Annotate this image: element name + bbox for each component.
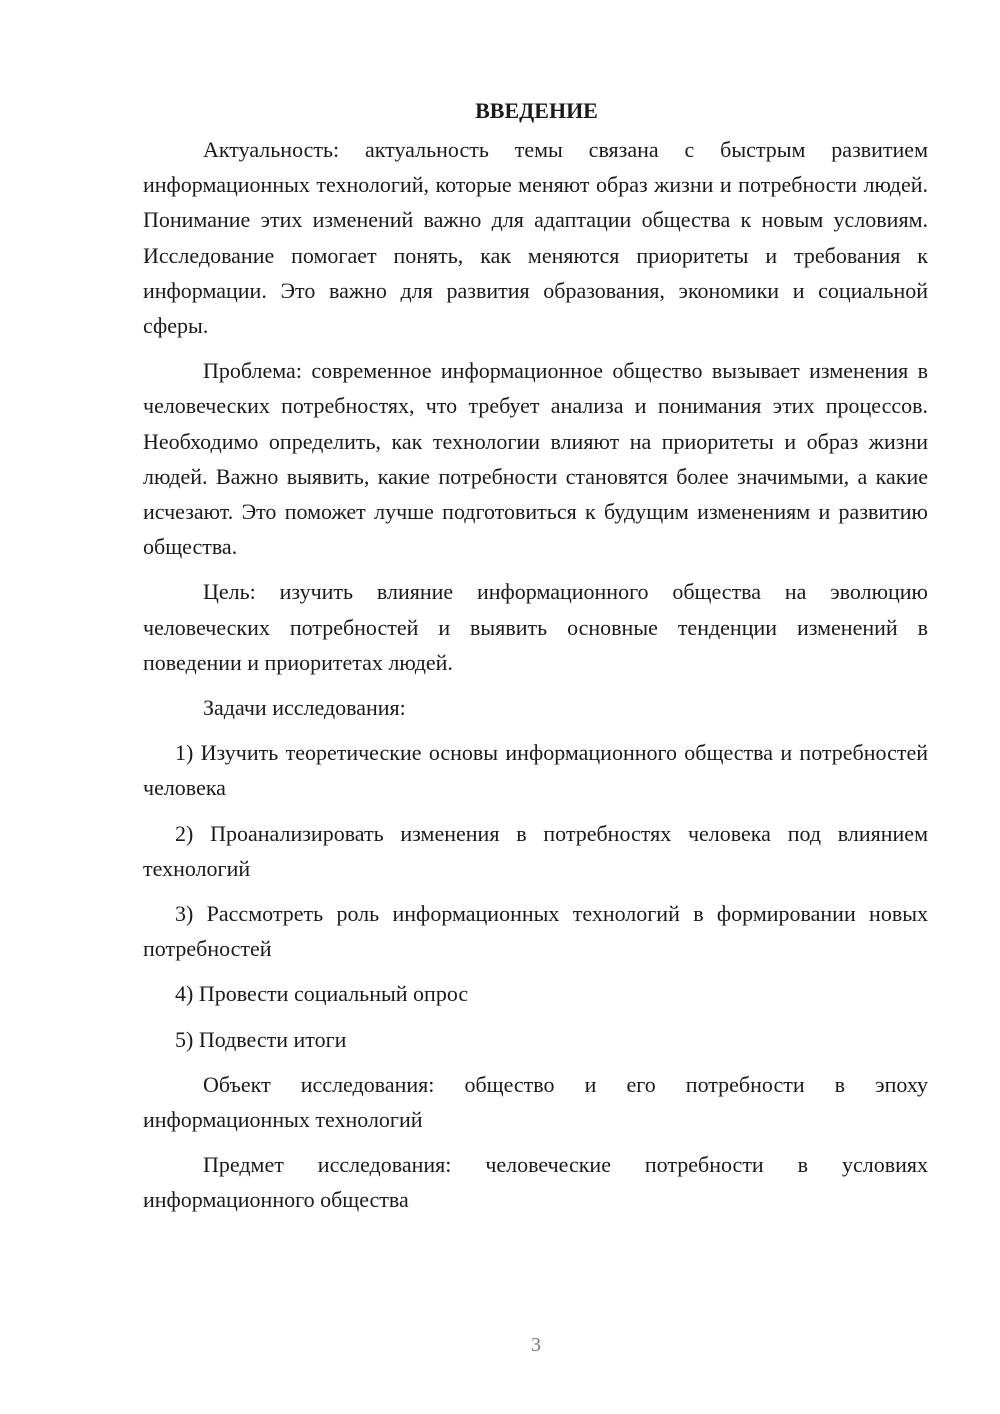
document-page	[143, 96, 928, 1228]
paragraph-problem: Проблема: современное информационное общество вызывает изменения в человеческих потребностях, что требует анализа и понимания этих процессов. Необходимо определить, как технологии влияют на приоритеты и образ жизни людей. Важно выявить, какие потребности становятся более значимыми, а какие исчезают. Это поможет лучше подготовиться к будущим изменениям и развитию общества.	[143, 358, 928, 560]
paragraph-goal: Цель: изучить влияние информационного общества на эволюцию человеческих потребностей и выявить основные тенденции изменений в поведении и приоритетах людей.	[143, 579, 928, 675]
task-item-2: 2) Проанализировать изменения в потребностях человека под влиянием технологий	[143, 820, 928, 881]
task-item-4: 4) Провести социальный опрос	[175, 981, 469, 1007]
task-item-3: 3) Рассмотреть роль информационных технологий в формировании новых потребностей	[143, 901, 928, 962]
task-item-5: 5) Подвести итоги	[175, 1026, 347, 1052]
page-title: ВВЕДЕНИЕ	[475, 98, 598, 123]
paragraph-object: Объект исследования: общество и его потребности в эпоху информационных технологий	[143, 1071, 928, 1133]
paragraph-subject: Предмет исследования: человеческие потребности в условиях информационного общества	[143, 1152, 928, 1213]
page-number: 3	[531, 1334, 541, 1356]
paragraph-relevance: Актуальность: актуальность темы связана с быстрым развитием информационных технологий, которые меняют образ жизни и потребности людей. Понимание этих изменений важно для адаптации общества к новым условиям. Исследование помогает понять, как меняются приоритеты и требования к информации. Это важно для развития образования, экономики и социальной сферы.	[143, 137, 928, 339]
tasks-heading: Задачи исследования:	[203, 695, 406, 721]
task-item-1: 1) Изучить теоретические основы информационного общества и потребностей человека	[143, 740, 928, 801]
